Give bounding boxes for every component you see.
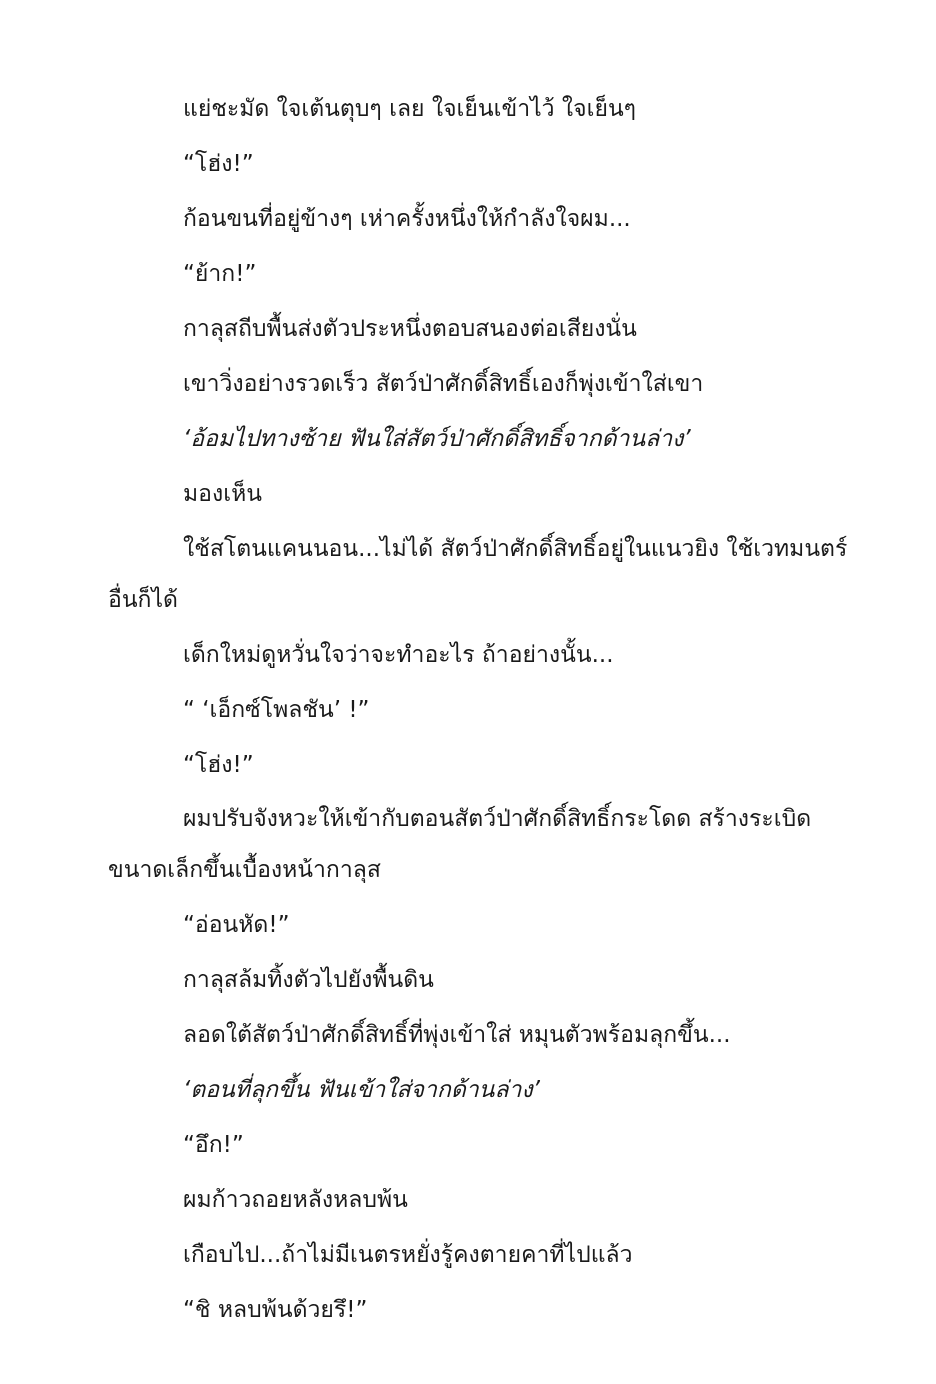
text-line: ขนาดเล็กขึ้นเบื้องหน้ากาลุส	[108, 857, 381, 883]
text-line: เด็กใหม่ดูหวั่นใจว่าจะทำอะไร ถ้าอย่างนั้น...	[183, 642, 614, 668]
text-line: “ย้าก!”	[183, 261, 257, 287]
text-line: ผมปรับจังหวะให้เข้ากับตอนสัตว์ป่าศักดิ์สิทธิ์กระโดด สร้างระเบิด	[183, 806, 812, 832]
text-line-italic: ‘ตอนที่ลุกขึ้น ฟันเข้าใส่จากด้านล่าง’	[183, 1077, 540, 1103]
text-line: “ชิ หลบพ้นด้วยรึ!”	[183, 1297, 368, 1323]
text-line: “โฮ่ง!”	[183, 752, 254, 778]
text-line: แย่ชะมัด ใจเต้นตุบๆ เลย ใจเย็นเข้าไว้ ใจเย็นๆ	[183, 96, 637, 122]
text-line: “อ่อนหัด!”	[183, 912, 290, 938]
text-line: มองเห็น	[183, 481, 262, 507]
text-line-italic: ‘อ้อมไปทางซ้าย ฟันใส่สัตว์ป่าศักดิ์สิทธิ์จากด้านล่าง’	[183, 426, 691, 452]
text-line: “อึก!”	[183, 1132, 244, 1158]
text-line: “ ‘เอ็กซ์โพลชัน’ !”	[183, 697, 370, 723]
text-line: เกือบไป...ถ้าไม่มีเนตรหยั่งรู้คงตายคาที่ไปแล้ว	[183, 1242, 633, 1268]
text-line: กาลุสถีบพื้นส่งตัวประหนึ่งตอบสนองต่อเสียงนั่น	[183, 316, 637, 342]
text-line: ใช้สโตนแคนนอน...ไม่ได้ สัตว์ป่าศักดิ์สิทธิ์อยู่ในแนวยิง ใช้เวทมนตร์	[183, 536, 848, 562]
text-line: เขาวิ่งอย่างรวดเร็ว สัตว์ป่าศักดิ์สิทธิ์เองก็พุ่งเข้าใส่เขา	[183, 371, 704, 397]
text-line: ก้อนขนที่อยู่ข้างๆ เห่าครั้งหนึ่งให้กำลังใจผม...	[183, 206, 631, 232]
text-line: ลอดใต้สัตว์ป่าศักดิ์สิทธิ์ที่พุ่งเข้าใส่ หมุนตัวพร้อมลุกขึ้น...	[183, 1022, 731, 1048]
text-line: “โฮ่ง!”	[183, 151, 254, 177]
text-line: ผมก้าวถอยหลังหลบพ้น	[183, 1187, 408, 1213]
text-line: อื่นก็ได้	[108, 587, 178, 613]
text-line: กาลุสล้มทิ้งตัวไปยังพื้นดิน	[183, 967, 434, 993]
